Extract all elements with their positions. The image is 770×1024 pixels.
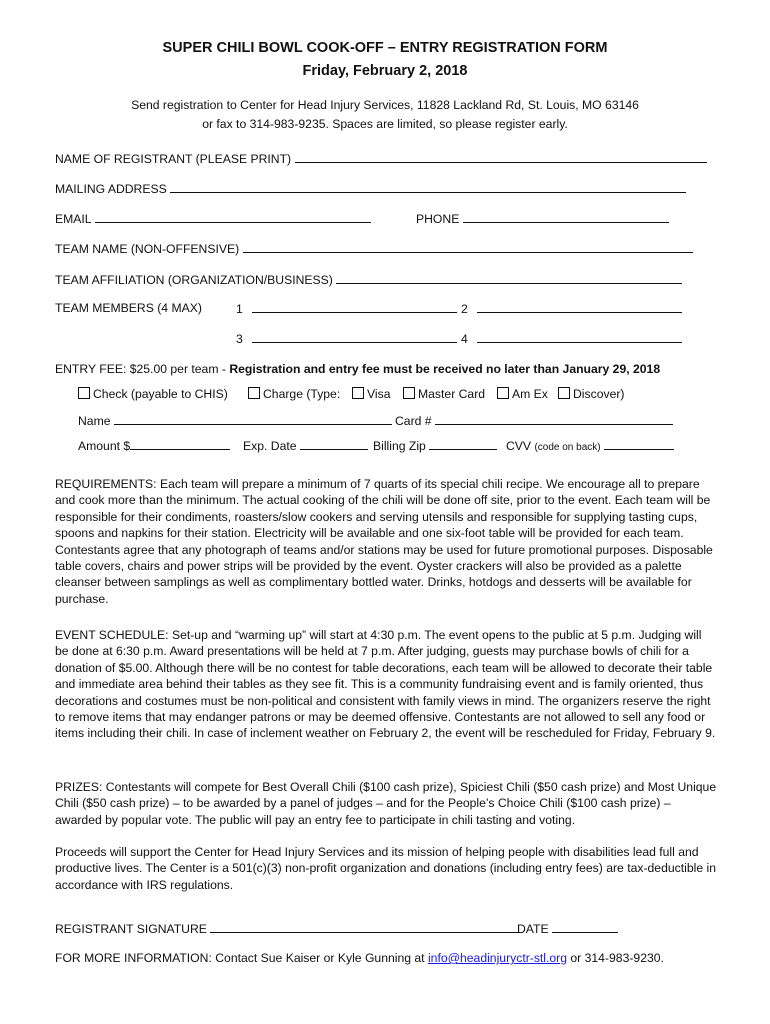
billing-zip-label: Billing Zip xyxy=(373,439,426,453)
amex-checkbox[interactable] xyxy=(497,387,509,399)
signature-row xyxy=(55,920,520,937)
member-2-row xyxy=(461,300,682,317)
card-number-row xyxy=(395,412,673,429)
billing-zip-field[interactable] xyxy=(429,437,497,450)
exp-date-row xyxy=(243,437,368,454)
check-label: Check (payable to CHIS) xyxy=(93,387,228,401)
phone-field[interactable] xyxy=(463,210,669,223)
contact-prefix: FOR MORE INFORMATION: Contact Sue Kaiser or Kyle Gunning at xyxy=(55,951,428,965)
card-discover-option[interactable] xyxy=(558,386,624,402)
team-affiliation-field[interactable] xyxy=(336,271,682,284)
team-name-row xyxy=(55,240,693,257)
prizes-section xyxy=(55,779,717,828)
member-number: 3 xyxy=(236,332,243,346)
member-number: 1 xyxy=(236,302,243,316)
signature-field[interactable] xyxy=(210,920,520,933)
cardholder-name-field[interactable] xyxy=(114,412,392,425)
member-2-field[interactable] xyxy=(477,300,682,313)
cvv-note: (code on back) xyxy=(534,442,601,453)
visa-label: Visa xyxy=(367,387,391,401)
member-4-row xyxy=(461,330,682,347)
amount-field[interactable] xyxy=(130,437,230,450)
check-checkbox[interactable] xyxy=(78,387,90,399)
registrant-row xyxy=(55,150,707,167)
entry-fee-deadline: Registration and entry fee must be received no later than January 29, 2018 xyxy=(229,362,661,376)
amount-row xyxy=(78,437,230,454)
proceeds-section xyxy=(55,844,717,893)
mailing-row xyxy=(55,180,686,197)
cardholder-name-label: Name xyxy=(78,414,111,428)
mailing-label: MAILING ADDRESS xyxy=(55,182,167,196)
cvv-field[interactable] xyxy=(604,437,674,450)
email-label: EMAIL xyxy=(55,212,92,226)
contact-email-link[interactable]: info@headinjuryctr-stl.org xyxy=(427,951,568,965)
email-field[interactable] xyxy=(95,210,371,223)
fax-instructions: or fax to 314-983-9235. Spaces are limited, so please register early. xyxy=(202,117,568,131)
send-instructions: Send registration to Center for Head Injury Services, 11828 Lackland Rd, St. Louis, MO 63146 xyxy=(131,98,639,112)
member-number: 2 xyxy=(461,302,468,316)
exp-date-label: Exp. Date xyxy=(243,439,297,453)
proceeds-text: Proceeds will support the Center for Head Injury Services and its mission of helping people with disabilities lead full and productive lives. The Center is a 501(c)(3) non-profit organization and donations (including entry fees) are tax-deductible in accordance with IRS regulations. xyxy=(55,845,716,892)
team-name-label: TEAM NAME (NON-OFFENSIVE) xyxy=(55,242,240,256)
contact-info xyxy=(55,950,664,966)
card-amex-option[interactable] xyxy=(497,386,548,402)
schedule-section xyxy=(55,627,717,742)
member-1-row xyxy=(236,300,457,317)
team-name-field[interactable] xyxy=(243,240,693,253)
member-number: 4 xyxy=(461,332,468,346)
signature-date-field[interactable] xyxy=(552,920,618,933)
signature-date-label: DATE xyxy=(517,922,549,936)
card-visa-option[interactable] xyxy=(352,386,391,402)
phone-label: PHONE xyxy=(416,212,460,226)
discover-label: Discover) xyxy=(573,387,625,401)
card-number-field[interactable] xyxy=(435,412,673,425)
contact-suffix: or 314-983-9230. xyxy=(567,951,664,965)
signature-date-row xyxy=(517,920,618,937)
requirements-section xyxy=(55,476,717,607)
payment-charge-option[interactable] xyxy=(248,386,340,402)
cvv-label: CVV xyxy=(506,439,532,453)
phone-row xyxy=(416,210,669,227)
member-4-field[interactable] xyxy=(477,330,682,343)
email-row xyxy=(55,210,371,227)
entry-fee-text: ENTRY FEE: $25.00 per team - xyxy=(55,362,230,376)
form-title: SUPER CHILI BOWL COOK-OFF – ENTRY REGISTRATION FORM xyxy=(162,40,608,56)
card-mastercard-option[interactable] xyxy=(403,386,485,402)
member-1-field[interactable] xyxy=(252,300,457,313)
payment-check-option[interactable] xyxy=(78,386,228,402)
team-affiliation-label: TEAM AFFILIATION (ORGANIZATION/BUSINESS) xyxy=(55,273,333,287)
cardholder-name-row xyxy=(78,412,392,429)
mailing-address-field[interactable] xyxy=(170,180,686,193)
event-date: Friday, February 2, 2018 xyxy=(302,63,468,79)
member-3-field[interactable] xyxy=(252,330,457,343)
mastercard-checkbox[interactable] xyxy=(403,387,415,399)
visa-checkbox[interactable] xyxy=(352,387,364,399)
charge-checkbox[interactable] xyxy=(248,387,260,399)
registrant-label: NAME OF REGISTRANT (PLEASE PRINT) xyxy=(55,152,292,166)
exp-date-field[interactable] xyxy=(300,437,368,450)
amex-label: Am Ex xyxy=(512,387,548,401)
requirements-text: REQUIREMENTS: Each team will prepare a minimum of 7 quarts of its special chili recipe. We encourage all to prepare and cook more than the minimum. The actual cooking of the chili will be done off site, prior to the event. Each team will be responsible for their condiments, roasters/slow cookers and serving utensils and responsible for supplying tasting cups, spoons and napkins for their station. Electricity will be available and one six-foot table will be provided for each team. Contestants agree that any photograph of teams and/or stations may be used for future promotional purposes. Disposable table covers, chairs and power strips will be provided by the event. Oyster crackers will also be provided as a palette cleanser between samplings as well as complimentary bottled water. Drinks, hotdogs and desserts will be available for purchase. xyxy=(55,477,713,606)
mastercard-label: Master Card xyxy=(418,387,486,401)
prizes-text: PRIZES: Contestants will compete for Best Overall Chili ($100 cash prize), Spiciest Chili ($50 cash prize) and Most Unique Chili ($50 cash prize) – to be awarded by a panel of judges – and for the People’s Choice Chili ($100 cash prize) – awarded by popular vote. The public will pay an entry fee to participate in chili tasting and voting. xyxy=(55,780,717,827)
amount-label: Amount $ xyxy=(78,439,131,453)
registrant-name-field[interactable] xyxy=(295,150,707,163)
discover-checkbox[interactable] xyxy=(558,387,570,399)
billing-zip-row xyxy=(373,437,497,454)
cvv-row xyxy=(506,437,674,456)
member-3-row xyxy=(236,330,457,347)
charge-label: Charge (Type: xyxy=(263,387,341,401)
schedule-text: EVENT SCHEDULE: Set-up and “warming up” will start at 4:30 p.m. The event opens to the public at 5 p.m. Judging will be done at 6:30 p.m. Award presentations will be held at 7 p.m. After judging, guests may purchase bowls of chili for a donation of $5.00. Although there will be no contest for table decorations, each team will be allowed to decorate their table and immediate area behind their tables as they see fit. This is a community fundraising event and is family oriented, thus decorations and costumes must be non-political and consistent with family views in mind. The organizers reserve the right to remove items that may endanger patrons or may be deemed offensive. Contestants are not allowed to sell any food or items including their chili. In case of inclement weather on February 2, the event will be rescheduled for Friday, February 9. xyxy=(55,628,716,741)
team-members-label: TEAM MEMBERS (4 MAX) xyxy=(55,301,202,315)
signature-label: REGISTRANT SIGNATURE xyxy=(55,922,207,936)
team-affiliation-row xyxy=(55,271,682,288)
entry-fee-row xyxy=(55,361,660,377)
card-number-label: Card # xyxy=(395,414,432,428)
